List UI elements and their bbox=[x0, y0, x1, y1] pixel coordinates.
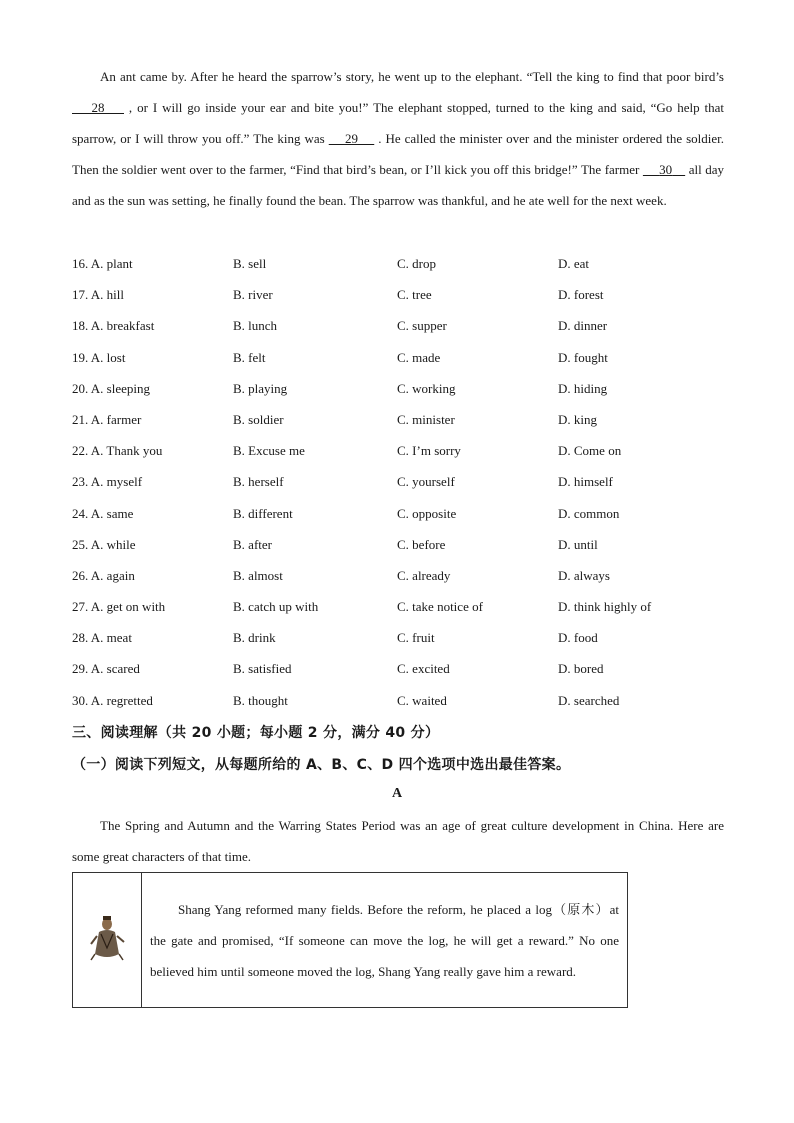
passage-text: An ant came by. After he heard the sparrow’s story, he went up to the elephant. “Tell the king to find that poor bird’s bbox=[100, 69, 724, 84]
option-a: 22. A. Thank you bbox=[72, 443, 163, 459]
option-row-27 bbox=[72, 591, 732, 622]
option-a: 25. A. while bbox=[72, 536, 136, 552]
option-c: C. I’m sorry bbox=[397, 443, 461, 459]
option-b: B. playing bbox=[233, 380, 288, 396]
option-b: B. soldier bbox=[233, 411, 284, 427]
option-d: D. hiding bbox=[558, 380, 608, 396]
option-c: C. supper bbox=[397, 318, 447, 334]
shang-yang-portrait-icon bbox=[87, 914, 127, 962]
option-c: C. fruit bbox=[397, 630, 435, 646]
option-a: 16. A. plant bbox=[72, 256, 133, 271]
option-row-23 bbox=[72, 466, 732, 497]
portrait-cell bbox=[73, 873, 142, 1008]
option-c: C. tree bbox=[397, 287, 432, 303]
option-d: D. fought bbox=[558, 349, 608, 365]
option-row-26 bbox=[72, 560, 732, 591]
option-d: D. think highly of bbox=[558, 599, 652, 615]
option-c: C. made bbox=[397, 349, 441, 365]
option-a: 29. A. scared bbox=[72, 661, 140, 677]
option-row-20 bbox=[72, 373, 732, 404]
option-row-16 bbox=[72, 248, 732, 279]
option-c: C. minister bbox=[397, 411, 455, 427]
option-row-24 bbox=[72, 498, 732, 529]
option-a: 17. A. hill bbox=[72, 287, 125, 303]
option-d: D. always bbox=[558, 567, 610, 583]
option-row-30 bbox=[72, 685, 732, 716]
option-b: B. different bbox=[233, 505, 293, 521]
option-c: C. waited bbox=[397, 692, 447, 708]
option-row-19 bbox=[72, 342, 732, 373]
option-c: C. yourself bbox=[397, 474, 455, 490]
blank-30: 30 bbox=[659, 162, 673, 177]
option-a: 27. A. get on with bbox=[72, 599, 166, 615]
option-c: C. opposite bbox=[397, 505, 457, 521]
character-description bbox=[142, 873, 628, 1008]
passage-text: all day and as the sun was setting, he finally found the bean. The sparrow was thankful, and he ate well for the next week. bbox=[72, 162, 725, 208]
option-d: D. Come on bbox=[558, 443, 622, 459]
option-b: B. Excuse me bbox=[233, 443, 305, 459]
option-c: C. take notice of bbox=[397, 599, 483, 615]
description-text: Shang Yang reformed many fields. Before the reform, he placed a log（原木）at the gate and promised, “If someone can move the log, he will get a reward.” No one believed him until someone moved the log, Shang Yang really gave him a reward. bbox=[150, 901, 619, 979]
option-b: B. river bbox=[233, 287, 273, 303]
option-b: B. almost bbox=[233, 567, 283, 583]
option-b: B. herself bbox=[233, 474, 284, 490]
option-a: 18. A. breakfast bbox=[72, 318, 155, 334]
passage-letter: A bbox=[391, 786, 403, 801]
option-c: C. drop bbox=[397, 256, 436, 271]
option-b: B. catch up with bbox=[233, 599, 319, 615]
option-d: D. common bbox=[558, 505, 620, 521]
option-b: B. lunch bbox=[233, 318, 278, 334]
option-d: D. dinner bbox=[558, 318, 608, 334]
option-b: B. thought bbox=[233, 692, 288, 708]
option-a: 21. A. farmer bbox=[72, 411, 142, 427]
option-d: D. himself bbox=[558, 474, 613, 490]
section-heading: 三、阅读理解（共 20 小题；每小题 2 分，满分 40 分） bbox=[72, 725, 440, 741]
option-c: C. working bbox=[397, 380, 456, 396]
option-b: B. satisfied bbox=[233, 661, 292, 677]
intro-text: The Spring and Autumn and the Warring States Period was an age of great culture development in China. Here are some great characters of that time. bbox=[72, 818, 724, 864]
option-a: 26. A. again bbox=[72, 567, 135, 583]
passage-text: , or I will go inside your ear and bite you!” The elephant stopped, turned to the king and said, “Go help that sparrow, or I will throw you off.” The king was bbox=[72, 100, 724, 146]
option-a: 28. A. meat bbox=[72, 630, 132, 646]
option-b: B. after bbox=[233, 536, 272, 552]
option-d: D. food bbox=[558, 630, 598, 646]
reading-intro bbox=[72, 810, 724, 872]
option-b: B. sell bbox=[233, 256, 267, 271]
option-a: 30. A. regretted bbox=[72, 692, 153, 708]
option-list bbox=[72, 248, 732, 716]
option-row-18 bbox=[72, 310, 732, 341]
option-row-21 bbox=[72, 404, 732, 435]
passage-text: . He called the minister over and the minister ordered the soldier. Then the soldier went over to the farmer, “Find that bird’s bean, or I’ll kick you off this bridge!” The farmer bbox=[72, 131, 724, 177]
option-c: C. already bbox=[397, 567, 451, 583]
option-d: D. until bbox=[558, 536, 598, 552]
blank-29: 29 bbox=[344, 131, 358, 146]
option-d: D. eat bbox=[558, 256, 590, 271]
option-a: 24. A. same bbox=[72, 505, 134, 521]
option-d: D. searched bbox=[558, 692, 620, 708]
option-a: 19. A. lost bbox=[72, 349, 126, 365]
option-a: 23. A. myself bbox=[72, 474, 143, 490]
option-row-28 bbox=[72, 622, 732, 653]
blank-28: 28 bbox=[91, 100, 105, 115]
option-row-22 bbox=[72, 435, 732, 466]
option-b: B. felt bbox=[233, 349, 266, 365]
option-b: B. drink bbox=[233, 630, 276, 646]
option-d: D. forest bbox=[558, 287, 604, 303]
option-d: D. king bbox=[558, 411, 597, 427]
option-row-29 bbox=[72, 653, 732, 684]
sub-instruction: （一）阅读下列短文，从每题所给的 A、B、C、D 四个选项中选出最佳答案。 bbox=[72, 757, 571, 773]
option-row-25 bbox=[72, 529, 732, 560]
cloze-passage bbox=[72, 61, 724, 216]
option-row-17 bbox=[72, 279, 732, 310]
characters-table bbox=[72, 872, 628, 1008]
option-a: 20. A. sleeping bbox=[72, 380, 150, 396]
option-c: C. excited bbox=[397, 661, 450, 677]
option-d: D. bored bbox=[558, 661, 604, 677]
option-c: C. before bbox=[397, 536, 446, 552]
